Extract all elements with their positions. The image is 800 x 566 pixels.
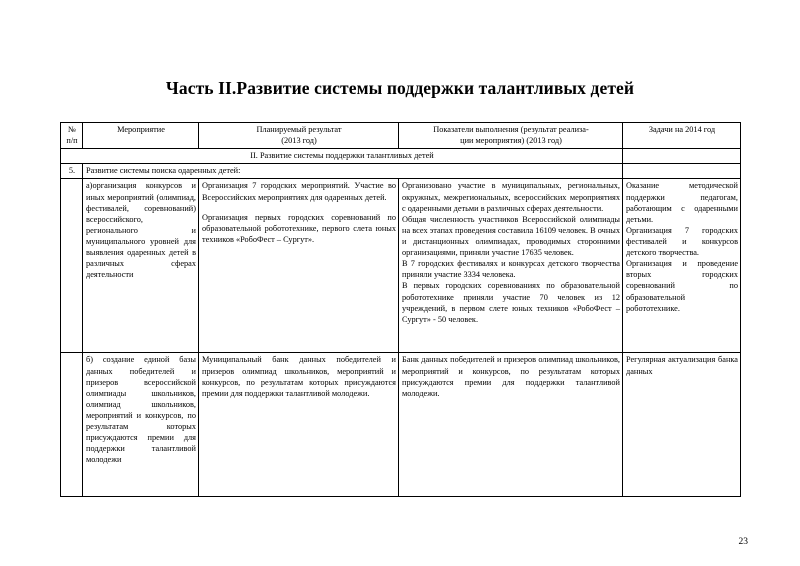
column-header-measure: Мероприятие [83, 123, 199, 149]
row-a-measure-text: а)организация конкурсов и иных мероприятий (олимпиад, фестивалей, соревнований) всероссийского, регионального и муниципального уровней для выявления одаренных детей в различных сферах деятельности [86, 181, 196, 280]
table-header-row [61, 123, 741, 149]
row-b-planned-result-p1: Муниципальный банк данных победителей и призеров олимпиад школьников, мероприятий и конкурсов, по результатам которых присуждаются премии для поддержки талантливой молодежи. [202, 355, 396, 398]
row-a-tasks-cell [623, 179, 741, 353]
row-b-indicators-p1: Банк данных победителей и призеров олимпиад школьников, мероприятий и конкурсов, по результатам которых присуждаются премии для поддержки талантливой молодежи. [402, 355, 620, 398]
subsection-title-row [61, 164, 741, 179]
row-b-number-cell [61, 353, 83, 497]
page-title: Часть II.Развитие системы поддержки талантливых детей [165, 78, 635, 98]
row-a-planned-result-cell [199, 179, 399, 353]
row-a-tasks-p3: Организация и проведение вторых городских соревнований по образовательной робототехнике. [626, 259, 738, 313]
column-header-indicators-line1: Показатели выполнения (результат реализа- [433, 125, 589, 134]
row-a-indicators-p2: Общая численность участников Всероссийской олимпиады на всех этапах проведения составила 16109 человек. В очных и дистанционных олимпиадах, проводимых сторонними организациями, приняли участие 17635 человек. [402, 214, 620, 258]
row-a-planned-result-p2: Организация первых городских соревнований по образовательной робототехнике, первого слета юных техников «РобоФест – Сургут». [202, 212, 396, 244]
page-number: 23 [738, 537, 748, 547]
column-header-indicators-line2: ции мероприятия) (2013 год) [460, 136, 562, 146]
results-table [60, 122, 741, 497]
row-a-measure-cell [83, 179, 199, 353]
row-a-planned-result-p1: Организация 7 городских мероприятий. Участие во Всероссийских мероприятиях для одаренных детей. [202, 181, 396, 202]
row-b-indicators-cell [399, 353, 623, 497]
row-a-number-cell [61, 179, 83, 353]
table-row [61, 353, 741, 497]
row-a-tasks-p2: Организация 7 городских фестивалей и конкурсов детского творчества. [626, 225, 738, 258]
table-header [61, 123, 741, 149]
row-b-measure-text: б) создание единой базы данных победителей и призеров всероссийской олимпиады школьников, олимпиад школьников, мероприятий и конкурсов, по результатам которых присуждаются премии для поддержки талантливой молодежи [86, 355, 196, 465]
row-a-indicators-cell [399, 179, 623, 353]
subsection-number-cell: 5. [61, 164, 83, 179]
section-title-empty-cell [623, 149, 741, 164]
row-b-tasks-p1: Регулярная актуализация банка данных [626, 355, 738, 376]
subsection-empty-cell [623, 164, 741, 179]
section-title-cell: II. Развитие системы поддержки талантливых детей [61, 149, 623, 164]
column-header-number [61, 123, 83, 149]
row-a-indicators-p1: Организовано участие в муниципальных, региональных, окружных, межрегиональных, всероссийских мероприятиях с одаренными детьми в различных сферах деятельности. [402, 181, 620, 213]
row-a-indicators-p4: В первых городских соревнованиях по образовательной робототехнике приняли участие 70 человек из 12 учреждений, в первом слете юных техников «РобоФест – Сургут» - 50 человек. [402, 281, 620, 324]
row-a-indicators-p3: В 7 городских фестивалях и конкурсах детского творчества приняли участие 3334 человека. [402, 259, 620, 280]
column-header-indicators [399, 123, 623, 149]
column-header-planned-result-line2: (2013 год) [281, 136, 317, 146]
table-body [61, 149, 741, 497]
column-header-tasks: Задачи на 2014 год [623, 123, 741, 149]
row-b-planned-result-cell [199, 353, 399, 497]
column-header-planned-result [199, 123, 399, 149]
column-header-number-line1: № [68, 125, 76, 134]
table-row [61, 179, 741, 353]
row-b-measure-cell [83, 353, 199, 497]
section-title-row [61, 149, 741, 164]
row-a-tasks-p1: Оказание методической поддержки педагогам, работающим с одаренными детьми. [626, 181, 738, 224]
row-b-tasks-cell [623, 353, 741, 497]
column-header-planned-result-line1: Планируемый результат [256, 125, 342, 134]
column-header-number-line2: п/п [66, 136, 78, 146]
subsection-title-cell: Развитие системы поиска одаренных детей: [83, 164, 623, 179]
